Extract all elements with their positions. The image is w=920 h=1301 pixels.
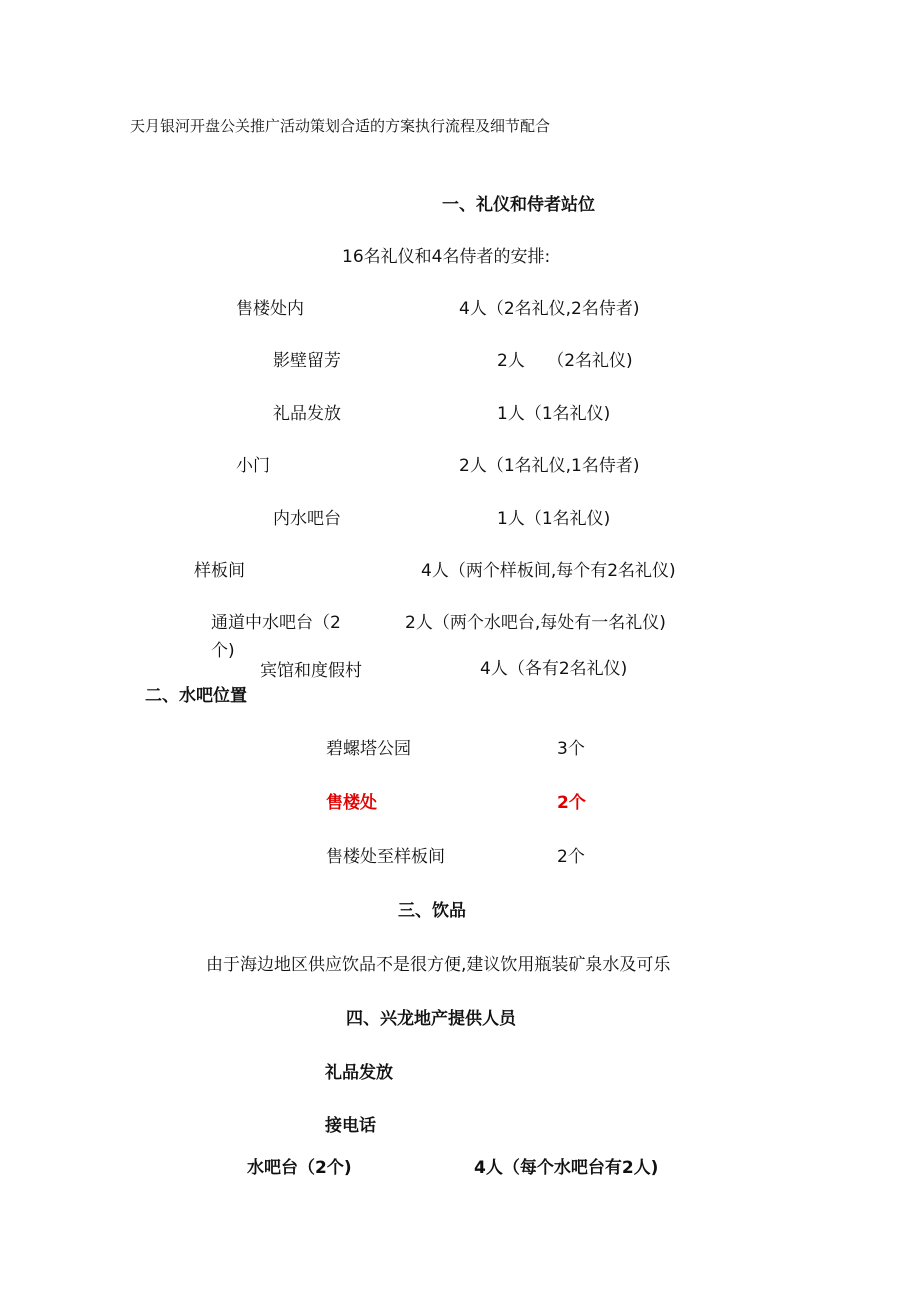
waterbar-place-2: 售楼处 <box>326 793 377 813</box>
staff-detail-7: 2人（两个水吧台,每处有一名礼仪) <box>405 613 666 633</box>
provided-item-1: 礼品发放 <box>325 1063 393 1083</box>
section-1-intro: 16名礼仪和4名侍者的安排: <box>342 247 551 267</box>
staff-place-7-line1: 通道中水吧台（2 <box>211 613 341 633</box>
document-title: 天月银河开盘公关推广活动策划合适的方案执行流程及细节配合 <box>130 117 551 135</box>
waterbar-count-2: 2个 <box>557 793 586 813</box>
staff-place-1: 售楼处内 <box>236 299 304 319</box>
staff-place-7-line2: 个) <box>211 641 235 661</box>
staff-detail-8: 4人（各有2名礼仪) <box>480 659 628 679</box>
staff-place-5: 内水吧台 <box>273 509 341 529</box>
staff-place-8: 宾馆和度假村 <box>260 661 362 681</box>
section-3-text: 由于海边地区供应饮品不是很方便,建议饮用瓶装矿泉水及可乐 <box>206 955 671 975</box>
section-1-heading: 一、礼仪和侍者站位 <box>442 195 595 215</box>
waterbar-place-3: 售楼处至样板间 <box>326 847 445 867</box>
staff-detail-4: 2人（1名礼仪,1名侍者) <box>459 456 640 476</box>
staff-detail-1: 4人（2名礼仪,2名侍者) <box>459 299 640 319</box>
staff-place-6: 样板间 <box>194 561 245 581</box>
section-2-heading: 二、水吧位置 <box>145 686 247 706</box>
waterbar-count-3: 2个 <box>557 847 585 867</box>
staff-place-2: 影壁留芳 <box>273 351 341 371</box>
section-3-heading: 三、饮品 <box>398 901 466 921</box>
waterbar-count-1: 3个 <box>557 739 585 759</box>
section-4-heading: 四、兴龙地产提供人员 <box>346 1009 516 1029</box>
staff-detail-2: 2人 （2名礼仪) <box>497 351 633 371</box>
provided-detail: 4人（每个水吧台有2人) <box>474 1158 659 1178</box>
staff-detail-3: 1人（1名礼仪) <box>497 404 611 424</box>
waterbar-place-1: 碧螺塔公园 <box>326 739 411 759</box>
provided-place: 水吧台（2个) <box>247 1158 352 1178</box>
provided-item-2: 接电话 <box>325 1116 376 1136</box>
staff-detail-6: 4人（两个样板间,每个有2名礼仪) <box>421 561 676 581</box>
staff-place-3: 礼品发放 <box>273 404 341 424</box>
staff-place-4: 小门 <box>236 456 270 476</box>
staff-detail-5: 1人（1名礼仪) <box>497 509 611 529</box>
